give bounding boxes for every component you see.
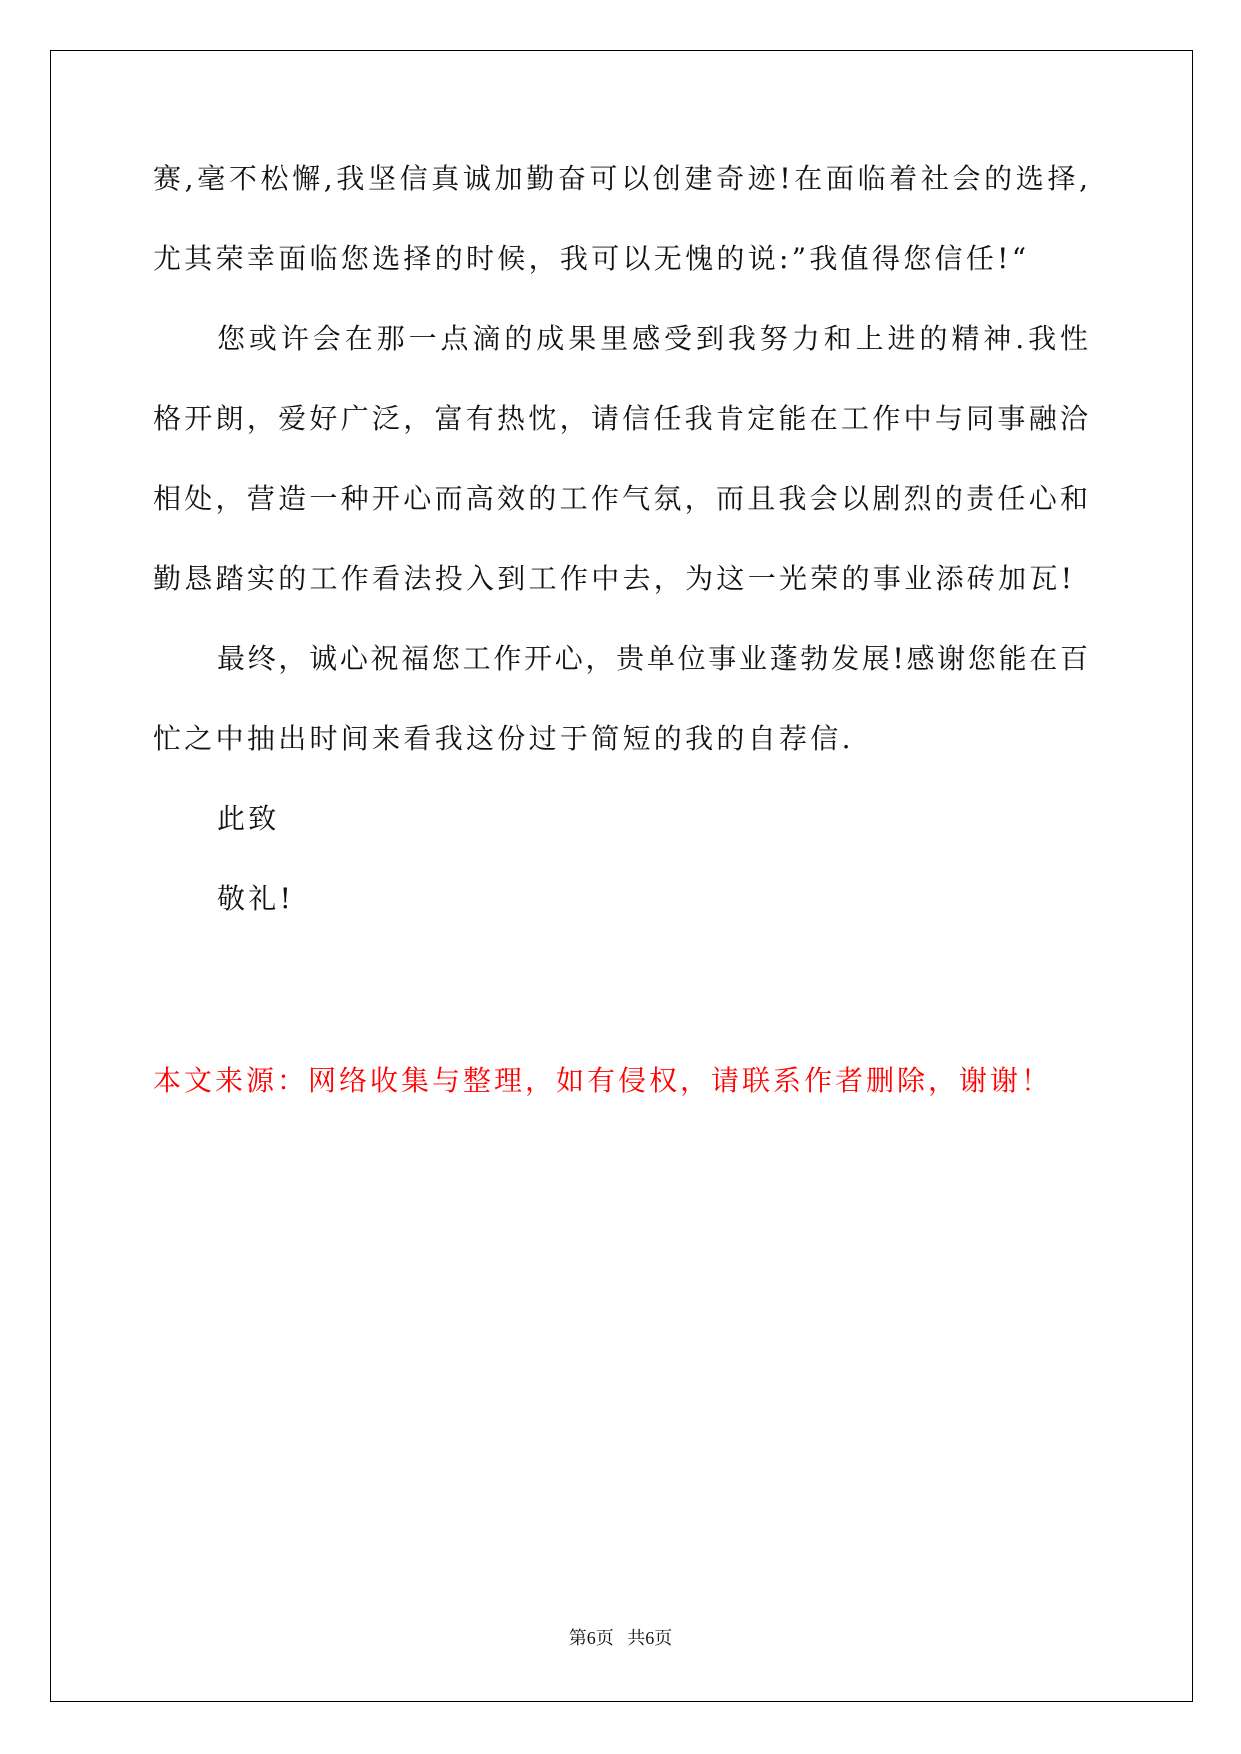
body-line-2: 尤其荣幸面临您选择的时候，我可以无愧的说:”我值得您信任!“ [153, 242, 1030, 275]
closing-regards: 敬礼! [217, 882, 295, 915]
source-notice: 本文来源：网络收集与整理，如有侵权，请联系作者删除，谢谢！ [153, 1064, 1053, 1097]
letter-body [153, 160, 1088, 960]
body-line-3: 您或许会在那一点滴的成果里感受到我努力和上进的精神.我性 [217, 322, 1088, 355]
body-line-1: 赛,毫不松懈,我坚信真诚加勤奋可以创建奇迹!在面临着社会的选择, [153, 162, 1088, 195]
page-footer: 第6页 共6页 [568, 1628, 673, 1648]
body-line-6: 勤恳踏实的工作看法投入到工作中去，为这一光荣的事业添砖加瓦! [153, 562, 1076, 595]
body-line-5: 相处，营造一种开心而高效的工作气氛，而且我会以剧烈的责任心和 [153, 482, 1088, 515]
closing-salutation: 此致 [217, 802, 280, 835]
body-line-4: 格开朗，爱好广泛，富有热忱，请信任我肯定能在工作中与同事融洽 [153, 402, 1088, 435]
body-line-7: 最终，诚心祝福您工作开心，贵单位事业蓬勃发展!感谢您能在百 [217, 642, 1088, 675]
body-line-8: 忙之中抽出时间来看我这份过于简短的我的自荐信. [153, 722, 854, 755]
